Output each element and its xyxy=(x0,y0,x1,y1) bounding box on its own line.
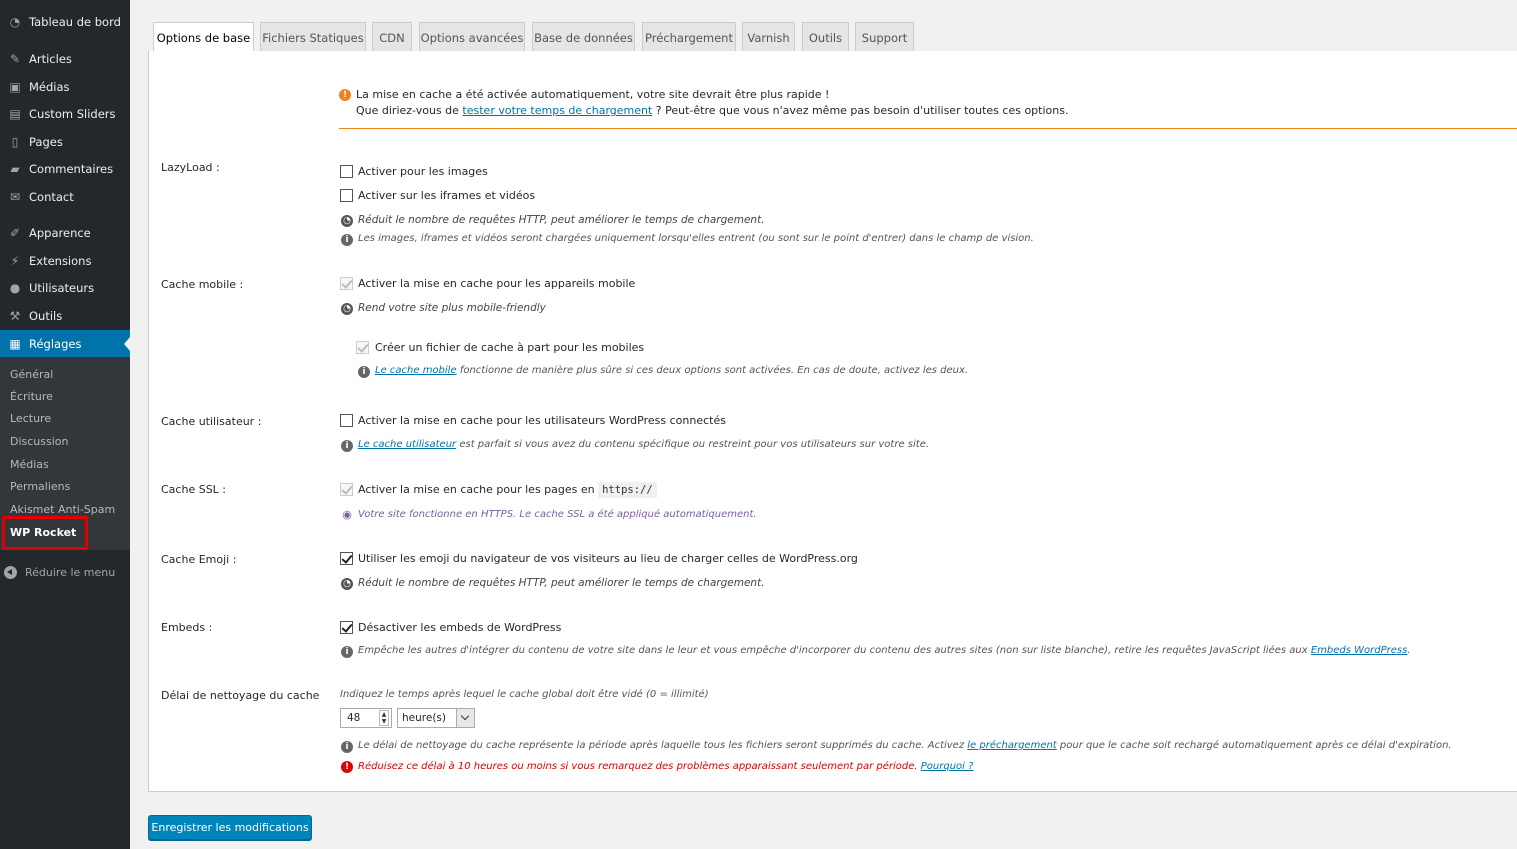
lazyload-desc1: Réduit le nombre de requêtes HTTP, peut améliorer le temps de chargement. xyxy=(358,214,765,226)
embeds-desc-after: . xyxy=(1407,645,1411,656)
comment-icon: ▰ xyxy=(10,162,20,176)
tab-support[interactable]: Support xyxy=(855,22,914,52)
mobile-desc1: Rend votre site plus mobile-friendly xyxy=(358,302,546,314)
test-load-time-link[interactable]: tester votre temps de chargement xyxy=(462,104,653,117)
collapse-icon xyxy=(4,566,17,579)
ssl-cache-option xyxy=(358,483,657,496)
gauge-icon: ◔ xyxy=(341,215,353,227)
mobile-cache-checkbox[interactable] xyxy=(340,277,353,290)
lazyload-label: LazyLoad : xyxy=(161,161,220,174)
gauge-icon: ◔ xyxy=(341,303,353,315)
menu-contact[interactable] xyxy=(0,184,130,210)
spinner-arrows-icon[interactable]: ▲ ▼ xyxy=(379,710,389,726)
tab-fichiers-statiques[interactable]: Fichiers Statiques xyxy=(260,22,366,52)
mobile-desc2-rest: fonctionne de manière plus sûre si ces deux options sont activées. En cas de doute, activez les deux. xyxy=(459,365,969,376)
info-icon: i xyxy=(341,741,353,753)
user-cache-label: Cache utilisateur : xyxy=(161,415,262,428)
wp-rocket-highlight-box xyxy=(2,516,88,550)
emoji-desc: Réduit le nombre de requêtes HTTP, peut améliorer le temps de chargement. xyxy=(358,577,765,589)
why-link[interactable]: Pourquoi ? xyxy=(920,761,974,772)
submenu-media[interactable]: Médias xyxy=(10,458,49,471)
notice-divider xyxy=(339,128,1517,129)
menu-tools[interactable] xyxy=(0,303,130,329)
submenu-writing[interactable]: Écriture xyxy=(10,390,53,403)
submenu-wp-rocket[interactable]: WP Rocket xyxy=(10,526,77,539)
notice-text-before: Que diriez-vous de xyxy=(356,104,459,117)
dashboard-icon: ◔ xyxy=(9,15,21,29)
purge-delay-input[interactable] xyxy=(340,708,392,728)
submenu-permalinks[interactable]: Permaliens xyxy=(10,480,71,493)
menu-appearance[interactable] xyxy=(0,220,130,246)
emoji-cache-option: Utiliser les emoji du navigateur de vos visiteurs au lieu de charger celles de WordPress.org xyxy=(358,552,858,565)
notice-line1: La mise en cache a été activée automatiquement, votre site devrait être plus rapide ! xyxy=(356,88,830,101)
embeds-desc-before: Empêche les autres d'intégrer du contenu de votre site dans le leur et vous empêche d'incorporer du contenu des autres sites (non sur liste blanche), retire les requêtes JavaScript liées aux xyxy=(358,645,1308,656)
ssl-cache-label: Cache SSL : xyxy=(161,483,227,496)
purge-info xyxy=(358,740,1452,751)
menu-comments[interactable] xyxy=(0,156,130,182)
emoji-cache-checkbox[interactable] xyxy=(340,552,353,565)
user-cache-desc-rest: est parfait si vous avez du contenu spécifique ou restreint pour vos utilisateurs sur votre site. xyxy=(459,439,930,450)
info-icon: i xyxy=(341,440,353,452)
user-cache-desc xyxy=(358,439,929,450)
submenu-discussion[interactable]: Discussion xyxy=(10,435,69,448)
tab-cdn[interactable]: CDN xyxy=(372,22,412,52)
menu-label: Tableau de bord xyxy=(29,15,121,29)
lazyload-desc2: Les images, iframes et vidéos seront chargées uniquement lorsqu'elles entrent (ou sont sur le point d'entrer) dans le champ de vision. xyxy=(358,233,1034,244)
tab-outils[interactable]: Outils xyxy=(802,22,849,52)
embeds-option: Désactiver les embeds de WordPress xyxy=(358,621,562,634)
mobile-cache-option: Activer la mise en cache pour les appareils mobile xyxy=(358,277,636,290)
menu-label: Médias xyxy=(29,80,70,94)
mobile-desc2 xyxy=(375,365,968,376)
menu-articles[interactable] xyxy=(0,46,130,72)
lazyload-iframes-label: Activer sur les iframes et vidéos xyxy=(358,189,536,202)
purge-hint: Indiquez le temps après lequel le cache global doit être vidé (0 = illimité) xyxy=(340,689,709,700)
tab-varnish[interactable]: Varnish xyxy=(742,22,795,52)
collapse-label: Réduire le menu xyxy=(25,565,116,579)
purge-label: Délai de nettoyage du cache xyxy=(161,689,320,702)
wrench-icon: ⚒ xyxy=(9,309,21,323)
settings-panel xyxy=(148,51,1517,792)
ssl-desc: Votre site fonctionne en HTTPS. Le cache SSL a été appliqué automatiquement. xyxy=(358,509,757,520)
menu-dashboard[interactable] xyxy=(0,9,130,35)
info-icon: i xyxy=(341,646,353,658)
lazyload-images-checkbox[interactable] xyxy=(340,165,353,178)
plugin-icon: ⚡ xyxy=(10,254,20,268)
slider-icon: ▤ xyxy=(9,107,21,121)
menu-label: Utilisateurs xyxy=(29,281,95,295)
save-changes-button[interactable]: Enregistrer les modifications xyxy=(148,815,312,840)
purge-warning-text: Réduisez ce délai à 10 heures ou moins si vous remarquez des problèmes apparaissant seulement par période. xyxy=(358,761,918,772)
purge-warning xyxy=(358,761,973,772)
mail-icon: ✉ xyxy=(9,190,21,204)
user-cache-option: Activer la mise en cache pour les utilisateurs WordPress connectés xyxy=(358,414,726,427)
ssl-cache-checkbox[interactable] xyxy=(340,483,353,496)
menu-pages[interactable] xyxy=(0,129,130,155)
user-cache-checkbox[interactable] xyxy=(340,414,353,427)
menu-label: Contact xyxy=(29,190,74,204)
chevron-down-icon xyxy=(456,709,474,727)
eye-icon: ◉ xyxy=(342,508,352,521)
lazyload-images-label: Activer pour les images xyxy=(358,165,488,178)
embeds-desc xyxy=(358,645,1411,656)
purge-info-after: pour que le cache soit rechargé automatiquement après ce délai d'expiration. xyxy=(1059,740,1452,751)
menu-label: Apparence xyxy=(29,226,91,240)
admin-sidebar xyxy=(0,0,130,849)
menu-label: Commentaires xyxy=(29,162,114,176)
user-icon: ● xyxy=(9,281,21,295)
menu-label: Articles xyxy=(29,52,72,66)
preload-link[interactable]: le préchargement xyxy=(967,740,1057,751)
mobile-separate-option: Créer un fichier de cache à part pour les mobiles xyxy=(375,341,645,354)
emoji-cache-label: Cache Emoji : xyxy=(161,553,237,566)
https-code: https:// xyxy=(598,482,657,498)
purge-delay-value: 48 xyxy=(347,712,361,724)
ssl-option-text: Activer la mise en cache pour les pages en xyxy=(358,483,595,496)
pages-icon: ▯ xyxy=(11,135,19,149)
settings-tabs xyxy=(148,0,1517,52)
rocket-notice-icon: ! xyxy=(339,89,351,101)
purge-info-before: Le délai de nettoyage du cache représente la période après laquelle tous les fichiers seront supprimés du cache. Activez xyxy=(358,740,965,751)
menu-settings[interactable] xyxy=(0,330,130,357)
notice-text-after: ? Peut-être que vous n'avez même pas besoin d'utiliser toutes ces options. xyxy=(655,104,1069,117)
menu-label: Extensions xyxy=(29,254,92,268)
menu-extensions[interactable] xyxy=(0,248,130,274)
collapse-menu-button[interactable] xyxy=(0,560,130,584)
menu-users[interactable] xyxy=(0,275,130,301)
menu-label: Réglages xyxy=(29,336,82,351)
info-icon: i xyxy=(341,234,353,246)
mobile-separate-checkbox[interactable] xyxy=(356,341,369,354)
media-icon: ▣ xyxy=(9,80,21,94)
pin-icon: ✎ xyxy=(9,52,21,66)
menu-label: Custom Sliders xyxy=(29,107,116,121)
lazyload-iframes-checkbox[interactable] xyxy=(340,189,353,202)
menu-medias[interactable] xyxy=(0,74,130,100)
purge-unit-value: heure(s) xyxy=(402,712,446,724)
menu-label: Pages xyxy=(29,135,63,149)
brush-icon: ✐ xyxy=(9,226,21,240)
mobile-cache-link[interactable]: Le cache mobile xyxy=(375,365,457,376)
settings-icon: ▦ xyxy=(9,336,21,351)
embeds-label: Embeds : xyxy=(161,621,213,634)
user-cache-link[interactable]: Le cache utilisateur xyxy=(358,439,457,450)
mobile-cache-label: Cache mobile : xyxy=(161,278,244,291)
menu-label: Outils xyxy=(29,309,63,323)
submenu-reading[interactable]: Lecture xyxy=(10,412,52,425)
embeds-wordpress-link[interactable]: Embeds WordPress xyxy=(1310,645,1408,656)
tab-options-de-base[interactable]: Options de base xyxy=(153,22,254,53)
submenu-akismet[interactable]: Akismet Anti-Spam xyxy=(10,503,116,516)
submenu-general[interactable]: Général xyxy=(10,368,54,381)
tab-prechargement[interactable]: Préchargement xyxy=(642,22,736,52)
gauge-icon: ◔ xyxy=(341,578,353,590)
warning-icon: ! xyxy=(341,761,353,773)
menu-custom-sliders[interactable] xyxy=(0,101,130,127)
tab-base-de-donnees[interactable]: Base de données xyxy=(532,22,635,52)
purge-unit-select[interactable] xyxy=(397,708,475,728)
tab-options-avancees[interactable]: Options avancées xyxy=(419,22,525,52)
notice-line2 xyxy=(356,104,1068,117)
info-icon: i xyxy=(358,366,370,378)
embeds-checkbox[interactable] xyxy=(340,621,353,634)
